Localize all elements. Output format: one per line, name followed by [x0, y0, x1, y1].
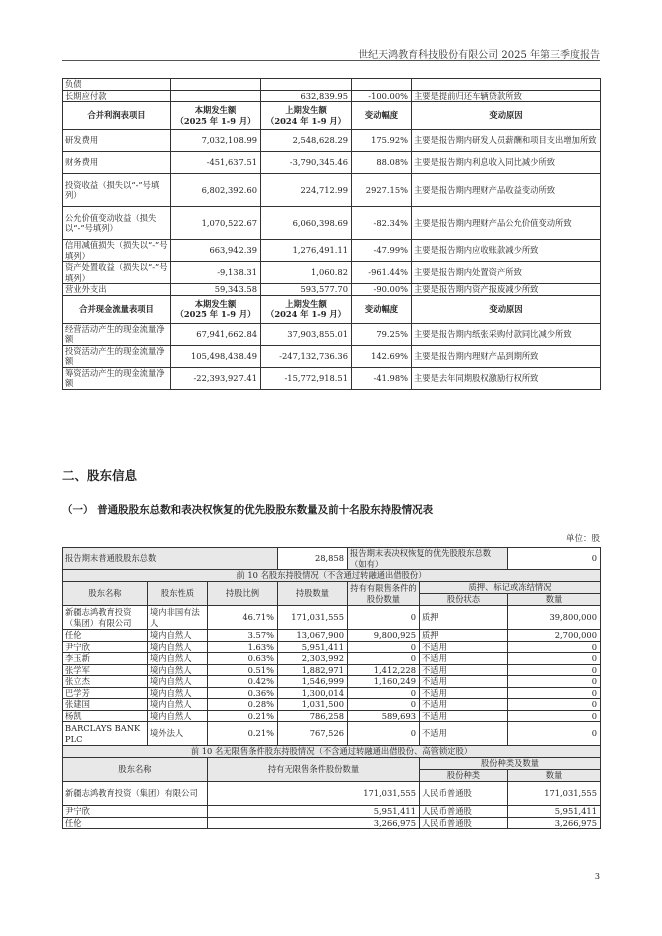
row-item: 公允价值变动收益（损失以“-”号填列）: [63, 207, 171, 240]
header-item: 合并利润表项目: [63, 102, 171, 130]
header-divider: [62, 60, 600, 61]
shareholder-status: 不适用: [420, 676, 508, 688]
shareholder-count: 2,700,000: [508, 630, 601, 642]
table-row: [63, 722, 601, 746]
shareholder-restricted: 1,160,249: [348, 676, 420, 688]
shareholder-count: 0: [508, 687, 601, 699]
shareholder-ratio: 46.71%: [208, 606, 278, 630]
current-amount: [171, 79, 261, 91]
change-reason: [412, 79, 601, 91]
shareholder-qty: 1,546,999: [278, 676, 348, 688]
row-item: 资产处置收益（损失以“-”号填列）: [63, 262, 171, 284]
prior-amount: -3,790,345.46: [261, 152, 352, 174]
unres-kind: 人民币普通股: [420, 806, 508, 818]
current-amount: [171, 90, 261, 102]
row-item: 筹资活动产生的现金流量净额: [63, 367, 171, 389]
shareholder-nature: 境内自然人: [148, 630, 208, 642]
table-row: [63, 817, 601, 829]
shareholder-restricted: 0: [348, 722, 420, 746]
current-amount: -9,138.31: [171, 262, 261, 284]
shareholder-qty: 1,300,014: [278, 687, 348, 699]
change-rate: -82.34%: [352, 207, 412, 240]
prior-amount: 1,060.82: [261, 262, 352, 284]
unres-count: 171,031,555: [508, 782, 601, 806]
shareholder-nature: 境内自然人: [148, 641, 208, 653]
section-title-shareholders: 二、股东信息: [62, 468, 138, 483]
current-amount: 6,802,392.60: [171, 174, 261, 207]
shareholder-nature: 境内自然人: [148, 710, 208, 722]
change-rate: -100.00%: [352, 90, 412, 102]
row-item: 研发费用: [63, 130, 171, 152]
shareholder-status: 不适用: [420, 641, 508, 653]
prior-amount: -247,132,736.36: [261, 345, 352, 367]
current-amount: 59,343.58: [171, 284, 261, 296]
total-shareholders-label: 报告期末普通股股东总数: [63, 548, 278, 570]
row-item: 信用减值损失（损失以“-”号填列）: [63, 240, 171, 262]
shareholder-qty: 2,303,992: [278, 653, 348, 665]
col-count: 数量: [508, 594, 601, 606]
change-reason: 主要是报告期内研发人员薪酬和项目支出增加所致: [412, 130, 601, 152]
change-rate: 2927.15%: [352, 174, 412, 207]
ucol-count: 数量: [508, 770, 601, 782]
ucol-kind: 股份种类: [420, 770, 508, 782]
shareholder-name: 尹宁欣: [63, 641, 148, 653]
shareholder-nature: 境内自然人: [148, 699, 208, 711]
current-amount: 1,070,522.67: [171, 207, 261, 240]
change-reason: 主要是报告期内处置资产所致: [412, 262, 601, 284]
header-prior: 上期发生额 （2024 年 1-9 月）: [261, 102, 352, 130]
table-row: [63, 664, 601, 676]
change-rate: [352, 79, 412, 91]
current-amount: 67,941,662.84: [171, 323, 261, 345]
shareholder-nature: 境内自然人: [148, 664, 208, 676]
shareholder-restricted: 0: [348, 641, 420, 653]
shareholder-nature: 境内自然人: [148, 676, 208, 688]
table-row: [63, 207, 601, 240]
unres-name: 尹宁欣: [63, 806, 208, 818]
table-row: [63, 570, 601, 582]
shareholder-name: 新疆志鸿教育投资（集团）有限公司: [63, 606, 148, 630]
row-item: 财务费用: [63, 152, 171, 174]
shareholder-restricted: 0: [348, 687, 420, 699]
table-row: [63, 130, 601, 152]
shareholder-nature: 境内自然人: [148, 687, 208, 699]
table-row: [63, 641, 601, 653]
table-row: [63, 284, 601, 296]
col-name: 股东名称: [63, 582, 148, 606]
table-row: [63, 710, 601, 722]
shareholder-count: 0: [508, 699, 601, 711]
change-rate: -41.98%: [352, 367, 412, 389]
shareholder-name: 李玉新: [63, 653, 148, 665]
shareholder-qty: 1,031,500: [278, 699, 348, 711]
change-reason: 主要是去年同期股权激励行权所致: [412, 367, 601, 389]
col-pledge: 质押、标记或冻结情况: [420, 582, 601, 594]
shareholder-count: 0: [508, 641, 601, 653]
shareholder-status: 不适用: [420, 664, 508, 676]
change-reason: 主要是报告期内理财产品到期所致: [412, 345, 601, 367]
row-item: 投资活动产生的现金流量净额: [63, 345, 171, 367]
table-row: [63, 782, 601, 806]
prior-amount: [261, 79, 352, 91]
shareholder-qty: 767,526: [278, 722, 348, 746]
table-row: [63, 653, 601, 665]
prior-amount: 632,839.95: [261, 90, 352, 102]
shareholder-qty: 13,067,900: [278, 630, 348, 642]
shareholder-ratio: 1.63%: [208, 641, 278, 653]
shareholder-table: [62, 547, 601, 829]
shareholder-qty: 1,882,971: [278, 664, 348, 676]
table-row: [63, 806, 601, 818]
unres-name: 任伦: [63, 817, 208, 829]
change-reason: 主要是报告期内应收账款减少所致: [412, 240, 601, 262]
ucol-qty: 持有无限售条件股份数量: [208, 758, 420, 782]
table-header-row: [63, 102, 601, 130]
table-row: [63, 152, 601, 174]
unres-qty: 3,266,975: [208, 817, 420, 829]
header-change: 变动幅度: [352, 295, 412, 323]
prior-amount: 1,276,491.11: [261, 240, 352, 262]
shareholder-restricted: 0: [348, 699, 420, 711]
shareholder-ratio: 0.42%: [208, 676, 278, 688]
current-amount: 663,942.39: [171, 240, 261, 262]
preferred-shareholders-value: 0: [508, 548, 601, 570]
table-row: [63, 90, 601, 102]
prior-amount: 593,577.70: [261, 284, 352, 296]
shareholder-restricted: 0: [348, 653, 420, 665]
col-nature: 股东性质: [148, 582, 208, 606]
table-row: [63, 174, 601, 207]
prior-amount: 2,548,628.29: [261, 130, 352, 152]
col-ratio: 持股比例: [208, 582, 278, 606]
table-header-row: [63, 295, 601, 323]
shareholder-status: 不适用: [420, 699, 508, 711]
header-current: 本期发生额 （2025 年 1-9 月）: [171, 295, 261, 323]
shareholder-status: 质押: [420, 630, 508, 642]
header-reason: 变动原因: [412, 295, 601, 323]
change-rate: 79.25%: [352, 323, 412, 345]
unres-count: 5,951,411: [508, 806, 601, 818]
shareholder-status: 不适用: [420, 710, 508, 722]
header-item: 合并现金流量表项目: [63, 295, 171, 323]
preferred-shareholders-label: 报告期末表决权恢复的优先股股东总数（如有）: [348, 548, 508, 570]
table-row: [63, 323, 601, 345]
shareholder-ratio: 0.28%: [208, 699, 278, 711]
shareholder-status: 质押: [420, 606, 508, 630]
prior-amount: 37,903,855.01: [261, 323, 352, 345]
shareholder-restricted: 589,693: [348, 710, 420, 722]
row-item: 负债: [63, 79, 171, 91]
table-row: [63, 548, 601, 570]
change-reason: 主要是报告期内资产报废减少所致: [412, 284, 601, 296]
shareholder-count: 39,800,000: [508, 606, 601, 630]
unrestricted-title: 前 10 名无限售条件股东持股情况（不含通过转融通出借股份、高管锁定股）: [63, 746, 601, 758]
unres-qty: 171,031,555: [208, 782, 420, 806]
shareholder-ratio: 3.57%: [208, 630, 278, 642]
prior-amount: -15,772,918.51: [261, 367, 352, 389]
change-reason: 主要是提前归还车辆贷款所致: [412, 90, 601, 102]
table-header-row: [63, 582, 601, 594]
shareholder-count: 0: [508, 664, 601, 676]
table-header-row: [63, 758, 601, 770]
unit-label: 单位：股: [565, 534, 600, 544]
col-restricted: 持有有限售条件的股份数量: [348, 582, 420, 606]
shareholder-restricted: 1,412,228: [348, 664, 420, 676]
row-item: 投资收益（损失以“-”号填列）: [63, 174, 171, 207]
shareholder-qty: 5,951,411: [278, 641, 348, 653]
row-item: 营业外支出: [63, 284, 171, 296]
change-rate: -90.00%: [352, 284, 412, 296]
unres-qty: 5,951,411: [208, 806, 420, 818]
row-item: 长期应付款: [63, 90, 171, 102]
current-amount: 7,032,108.99: [171, 130, 261, 152]
shareholder-nature: 境内自然人: [148, 653, 208, 665]
table-row: [63, 606, 601, 630]
unres-kind: 人民币普通股: [420, 782, 508, 806]
shareholder-name: 任伦: [63, 630, 148, 642]
total-shareholders-value: 28,858: [278, 548, 348, 570]
shareholder-status: 不适用: [420, 653, 508, 665]
header-reason: 变动原因: [412, 102, 601, 130]
shareholder-name: 张立杰: [63, 676, 148, 688]
shareholder-name: 张建国: [63, 699, 148, 711]
change-rate: 175.92%: [352, 130, 412, 152]
header-change: 变动幅度: [352, 102, 412, 130]
subsection-title: （一） 普通股股东总数和表决权恢复的优先股股东数量及前十名股东持股情况表: [62, 504, 434, 516]
change-rate: -961.44%: [352, 262, 412, 284]
row-item: 经营活动产生的现金流量净额: [63, 323, 171, 345]
table-row: [63, 79, 601, 91]
shareholder-name: BARCLAYS BANK PLC: [63, 722, 148, 746]
table-row: [63, 262, 601, 284]
change-reason: 主要是报告期内理财产品收益变动所致: [412, 174, 601, 207]
shareholder-nature: 境内非国有法人: [148, 606, 208, 630]
table-row: [63, 699, 601, 711]
shareholder-restricted: 0: [348, 606, 420, 630]
current-amount: -451,637.51: [171, 152, 261, 174]
unres-kind: 人民币普通股: [420, 817, 508, 829]
unres-count: 3,266,975: [508, 817, 601, 829]
shareholder-ratio: 0.36%: [208, 687, 278, 699]
shareholder-nature: 境外法人: [148, 722, 208, 746]
shareholder-ratio: 0.63%: [208, 653, 278, 665]
unres-name: 新疆志鸿教育投资（集团）有限公司: [63, 782, 208, 806]
prior-amount: 224,712.99: [261, 174, 352, 207]
shareholder-count: 0: [508, 710, 601, 722]
table-row: [63, 240, 601, 262]
change-reason: 主要是报告期内理财产品公允价值变动所致: [412, 207, 601, 240]
table-row: [63, 345, 601, 367]
table-row: [63, 746, 601, 758]
col-qty: 持股数量: [278, 582, 348, 606]
shareholder-count: 0: [508, 653, 601, 665]
table-row: [63, 687, 601, 699]
current-amount: 105,498,438.49: [171, 345, 261, 367]
prior-amount: 6,060,398.69: [261, 207, 352, 240]
ucol-kind-title: 股份种类及数量: [420, 758, 601, 770]
change-reason: 主要是报告期内纸张采购付款同比减少所致: [412, 323, 601, 345]
header-current: 本期发生额 （2025 年 1-9 月）: [171, 102, 261, 130]
shareholder-status: 不适用: [420, 687, 508, 699]
change-rate: -47.99%: [352, 240, 412, 262]
shareholder-status: 不适用: [420, 722, 508, 746]
shareholder-count: 0: [508, 676, 601, 688]
shareholder-qty: 786,258: [278, 710, 348, 722]
financial-changes-table: [62, 78, 601, 390]
top10-title: 前 10 名股东持股情况（不含通过转融通出借股份）: [63, 570, 601, 582]
page-number: 3: [594, 872, 600, 881]
change-reason: 主要是报告期内利息收入同比减少所致: [412, 152, 601, 174]
change-rate: 142.69%: [352, 345, 412, 367]
current-amount: -22,393,927.41: [171, 367, 261, 389]
header-prior: 上期发生额 （2024 年 1-9 月）: [261, 295, 352, 323]
change-rate: 88.08%: [352, 152, 412, 174]
table-row: [63, 676, 601, 688]
shareholder-ratio: 0.21%: [208, 710, 278, 722]
shareholder-name: 张学军: [63, 664, 148, 676]
ucol-name: 股东名称: [63, 758, 208, 782]
col-status: 股份状态: [420, 594, 508, 606]
shareholder-count: 0: [508, 722, 601, 746]
shareholder-name: 杨凯: [63, 710, 148, 722]
table-row: [63, 630, 601, 642]
shareholder-ratio: 0.21%: [208, 722, 278, 746]
shareholder-restricted: 9,800,925: [348, 630, 420, 642]
page-header: 世纪天鸿教育科技股份有限公司 2025 年第三季度报告: [358, 50, 600, 61]
shareholder-name: 巴学芳: [63, 687, 148, 699]
table-row: [63, 367, 601, 389]
shareholder-qty: 171,031,555: [278, 606, 348, 630]
shareholder-ratio: 0.51%: [208, 664, 278, 676]
